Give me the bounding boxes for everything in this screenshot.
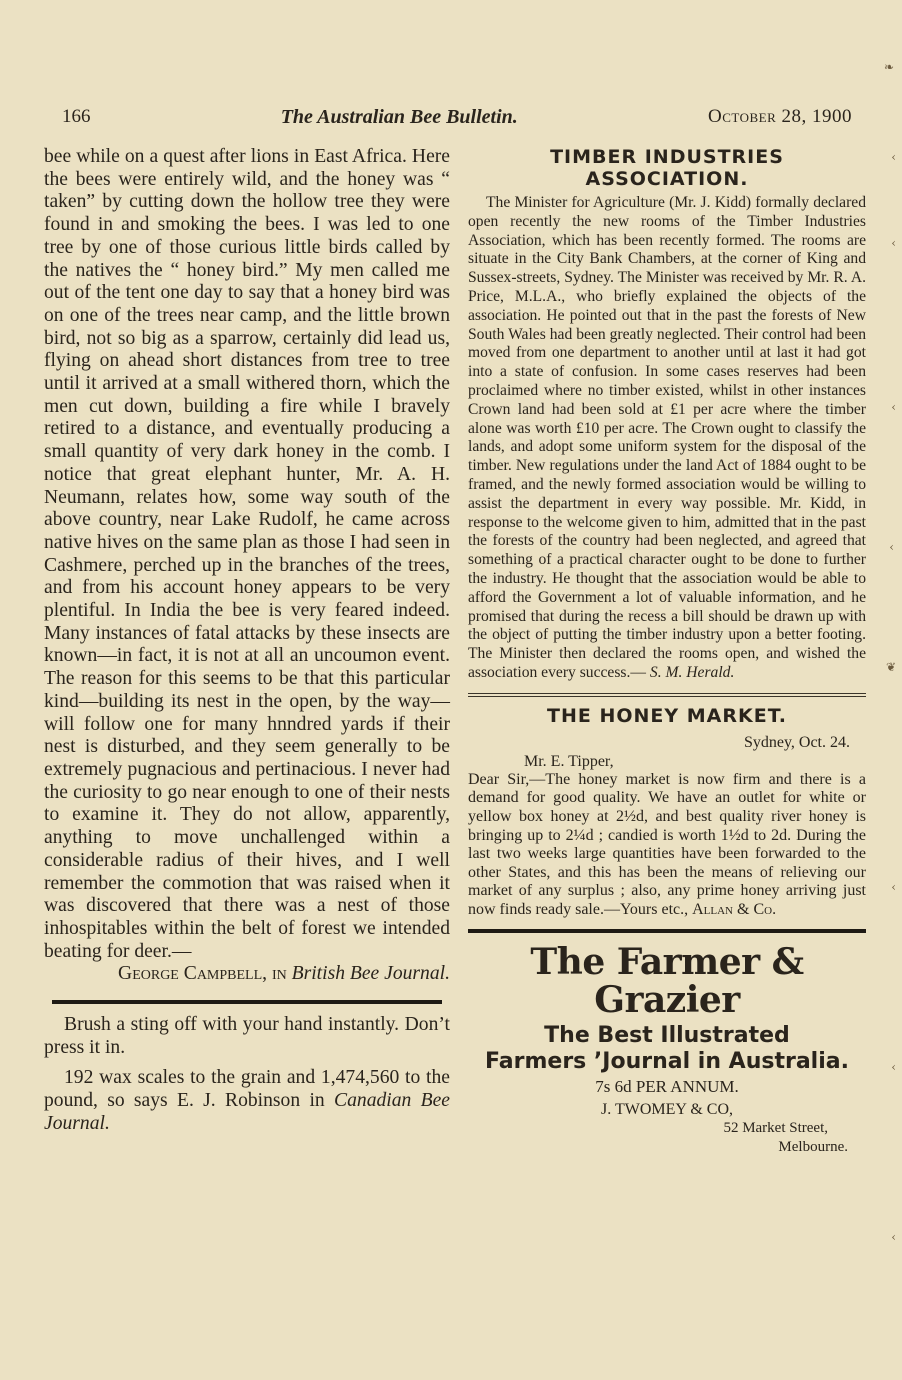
edge-mark: ❦: [885, 660, 896, 674]
left-column: [44, 146, 450, 1136]
honey-market-location-date: Sydney, Oct. 24.: [743, 733, 850, 751]
edge-mark: ‹: [891, 400, 896, 414]
section-divider: [52, 1000, 442, 1004]
honey-market-letter: [468, 771, 866, 920]
wax-scales-text: 192 wax scales to the grain and 1,474,560 to the pound, so says E. J. Robinson in: [44, 1067, 450, 1112]
honey-market-addressee-line: [468, 752, 866, 771]
signature-source: British Bee Journal.: [291, 963, 450, 985]
honey-market-dateline: [468, 733, 866, 752]
edge-mark: ❧: [883, 60, 894, 74]
timber-article-source: S. M. Herald.: [649, 663, 735, 681]
publication-title: The Australian Bee Bulletin.: [280, 105, 518, 128]
timber-article-title: TIMBER INDUSTRIES ASSOCIATION.: [550, 146, 784, 190]
honey-market-body: Dear Sir,—The honey market is now firm and there is a demand for good quality. We have an outlet for white or yellow box honey at 2½d, and best quality river honey is bringing up to 2¼d ; candied is worth 1½d to 2d. During the last two weeks large quantities have been forwarded to the other States, and this has been the means of relieving our market of any surplus ; also, any prime honey arriving just now finds ready sale.—Yours etc.,: [468, 770, 866, 918]
edge-mark: ‹: [891, 150, 896, 164]
signature-author: George Campbell, in: [118, 963, 287, 985]
article-signature: [44, 963, 450, 986]
edge-mark: ‹: [891, 1230, 896, 1244]
wax-scales-note: [44, 1067, 450, 1135]
right-column: [468, 146, 866, 1157]
ad-subtitle-2: Farmers ’Journal in Australia.: [485, 1049, 849, 1075]
page-number: 166: [62, 106, 91, 127]
page-edge-marks: [872, 0, 902, 1380]
honey-market-addressee: Mr. E. Tipper,: [524, 752, 614, 770]
sting-note: Brush a sting off with your hand instantly. Don’t press it in.: [44, 1014, 450, 1058]
ad-price: 7s 6d PER ANNUM.: [595, 1077, 739, 1097]
timber-article-body: [468, 194, 866, 683]
issue-date: October 28, 1900: [707, 106, 852, 127]
ad-subtitle-1: The Best Illustrated: [544, 1023, 790, 1049]
ad-title: The Farmer & Grazier: [530, 941, 804, 1022]
honey-market-title: THE HONEY MARKET.: [547, 704, 787, 727]
advertisement: [468, 943, 866, 1157]
page-header: [62, 100, 852, 134]
wax-scales-source: Canadian Bee Journal.: [44, 1090, 451, 1134]
ad-address-1: 52 Market Street,: [723, 1120, 828, 1137]
honey-market-signoff: Allan & Co.: [692, 900, 777, 918]
ad-address-2: Melbourne.: [778, 1139, 848, 1156]
edge-mark: ‹: [891, 880, 896, 894]
article-text: bee while on a quest after lions in East Africa. Here the bees were entirely wild, and the honey was “ taken” by cutting down the hollow tree they were found in and smoking the bees. I was led to one tree by one of those curious little birds called by the natives the “ honey bird.” My men called me out of the tent one day to say that a honey bird was on one of the trees near camp, and the little brown bird, not so big as a sparrow, certainly did lead us, flying on ahead short distances from tree to tree until it arrived at a small withered thorn, which the men cut down, building a fire while I bravely retired to a distance, and eventually producing a small quantity of very dark honey in the comb. I notice that great elephant hunter, Mr. A. H. Neumann, relates how, some way south of the above country, near Lake Rudolf, he came across native hives on the same plan as those I had seen in Cashmere, perched up in the branches of the trees, and from his account honey appears to be very plentiful. In India the bee is very feared indeed. Many instances of fatal attacks by these insects are known—in fact, it is not at all an uncoumon event. The reason for this seems to be that this particular kind—building its nest in the open, by the way—will follow one for many hnndred yards if their nest is disturbed, and they seem generally to be extremely pugnacious and pertinacious. I never had the curiosity to go near enough to one of their nests to examine it. They do not allow, apparently, anything to move unchallenged within a considerable radius of their hives, and I well remember the commotion that was raised when it was discovered that there was a nest of those inhospitables within the belt of forest we intended beating for deer.—: [44, 146, 450, 962]
ad-divider: [468, 929, 866, 933]
divider-top: [468, 693, 866, 694]
edge-mark: ‹: [891, 1060, 896, 1074]
edge-mark: ‹: [889, 540, 894, 554]
ad-company: J. TWOMEY & CO,: [601, 1101, 733, 1119]
timber-article-text: The Minister for Agriculture (Mr. J. Kidd) formally declared open recently the new rooms of the Timber Industries Association, which has been recently formed. The rooms are situate in the City Bank Chambers, at the corner of King and Sussex-streets, Sydney. The Minister was received by Mr. R. A. Price, M.L.A., who briefly explained the objects of the association. He pointed out that in the past the forests of New South Wales had been greatly neglected. Their control had been moved from one department to another until at last it had got into a state of confusion. In some cases reserves had been proclaimed where no timber existed, whilst in other instances Crown land had been sold at £1 per acre where the timber alone was worth £10 per acre. The Crown ought to classify the lands, and adopt some uniform system for the disposal of the timber. New regulations under the land Act of 1884 ought to be framed, and the newly formed association would be willing to assist the department in every way possible. Mr. Kidd, in response to the welcome given to him, admitted that in the past the forests of the country had been neglected, and agreed that something of a practical character ought to be done to further the industry. He thought that the association would be able to afford the Government a lot of valuable information, and he promised that during the recess a bill should be drawn up with the object of putting the timber industry upon a better footing. The Minister then declared the rooms open, and wished the association every success.—: [468, 194, 866, 681]
edge-mark: ‹: [891, 236, 896, 250]
divider-bottom: [468, 696, 866, 697]
